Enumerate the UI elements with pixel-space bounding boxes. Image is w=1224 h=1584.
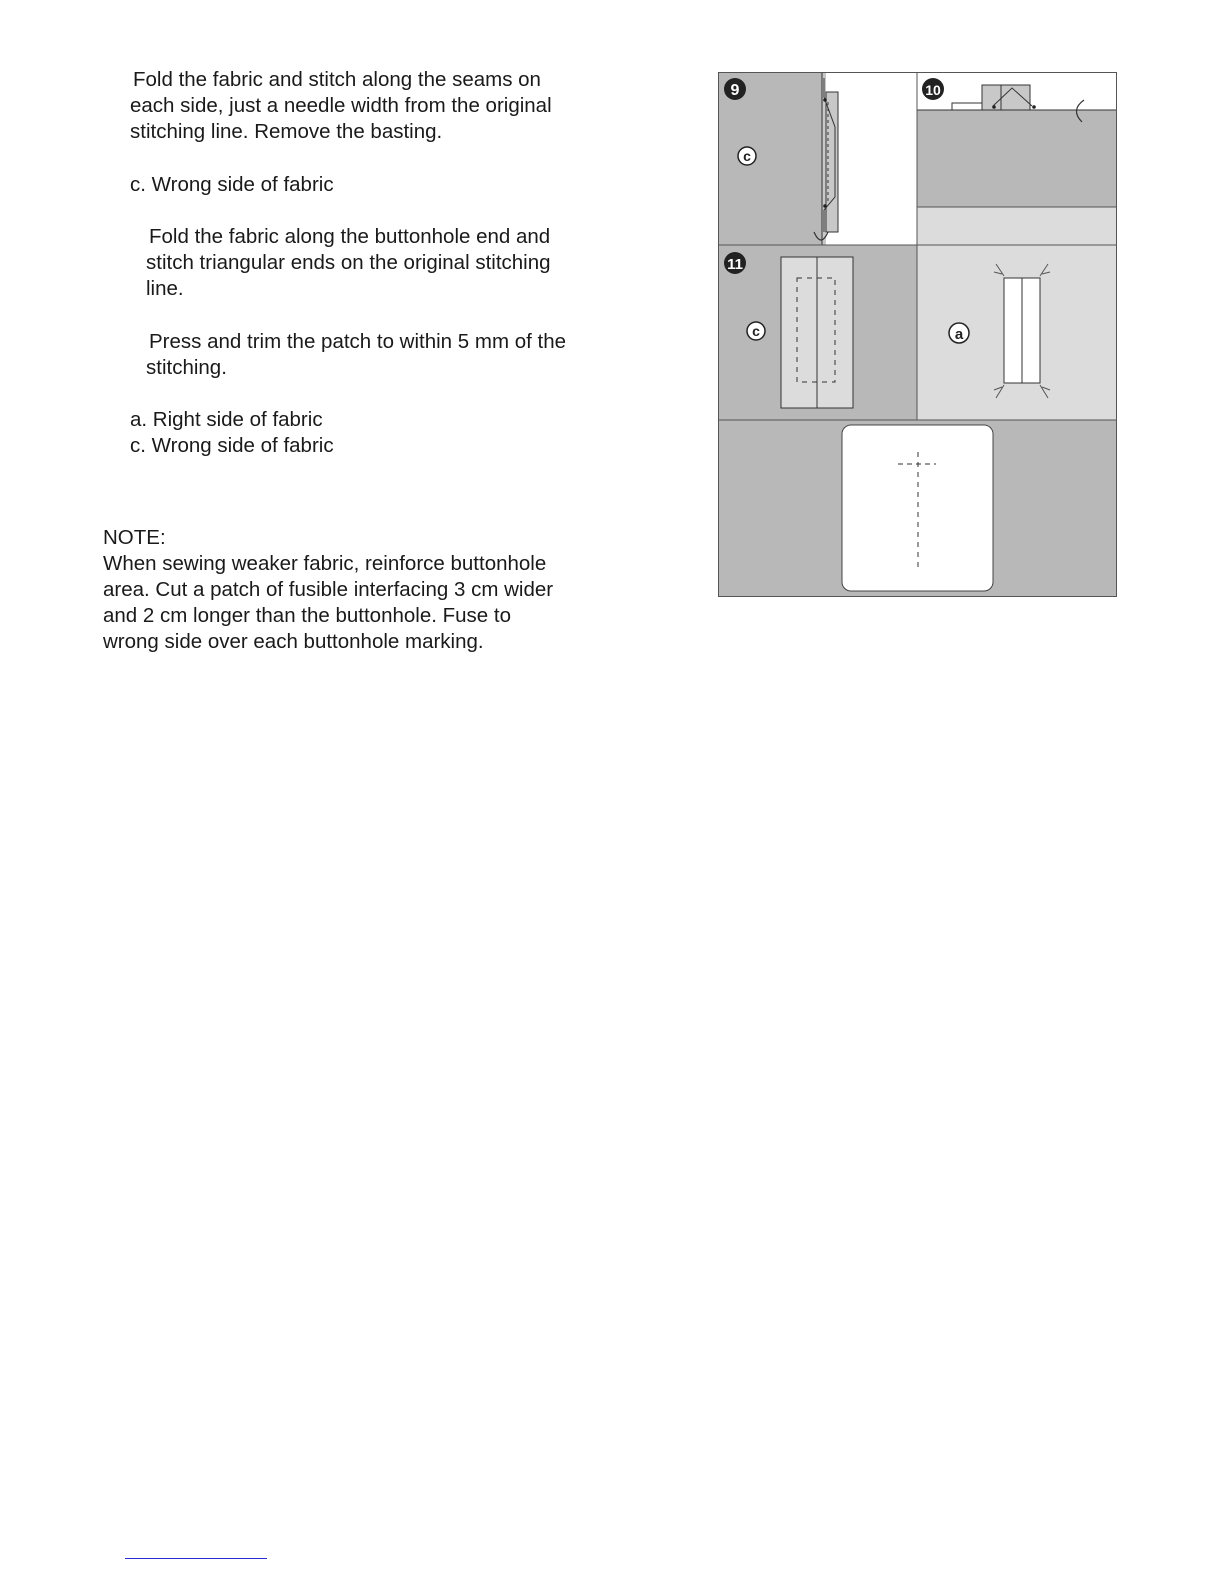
- buttonhole-illustration: [718, 72, 1117, 597]
- label-c: c: [752, 323, 760, 339]
- note-line: and 2 cm longer than the buttonhole. Fuse to: [103, 604, 511, 627]
- step9-line: stitching line. Remove the basting.: [130, 120, 443, 143]
- label-a: a: [954, 326, 964, 343]
- step10-line: stitch triangular ends on the original stitching: [146, 251, 551, 274]
- step11-number: 11: [727, 256, 743, 273]
- step10-line: line.: [146, 277, 184, 300]
- note-line: area. Cut a patch of fusible interfacing 3 cm wider: [103, 578, 554, 601]
- panel-step10: [917, 73, 1116, 245]
- note-block: [103, 525, 553, 655]
- label-c: c: [743, 148, 751, 164]
- step10-number: 10: [925, 82, 941, 98]
- step10-text: [146, 224, 551, 302]
- footer-rule: [125, 1558, 267, 1559]
- legend-wrong-side: c. Wrong side of fabric: [130, 434, 334, 457]
- step10-line: Fold the fabric along the buttonhole end and: [149, 225, 551, 248]
- step9-line: Fold the fabric and stitch along the seams on: [133, 68, 541, 91]
- step9-text: [130, 67, 552, 145]
- panel-step9: [719, 73, 917, 245]
- panel-step11-right-side: [917, 245, 1116, 420]
- legend-right-side: a. Right side of fabric: [130, 408, 323, 431]
- step9-legend: c. Wrong side of fabric: [130, 173, 334, 196]
- panel-step11-wrong-side: [719, 245, 917, 420]
- step9-number: 9: [730, 82, 740, 99]
- step11-text: [146, 329, 566, 381]
- step11-line: stitching.: [146, 356, 227, 379]
- step9-line: each side, just a needle width from the original: [130, 94, 552, 117]
- note-line: When sewing weaker fabric, reinforce buttonhole: [103, 552, 547, 575]
- note-title: NOTE:: [103, 526, 166, 549]
- step11-line: Press and trim the patch to within 5 mm of the: [149, 330, 567, 353]
- note-line: wrong side over each buttonhole marking.: [103, 630, 484, 653]
- step11-legend: [130, 407, 334, 459]
